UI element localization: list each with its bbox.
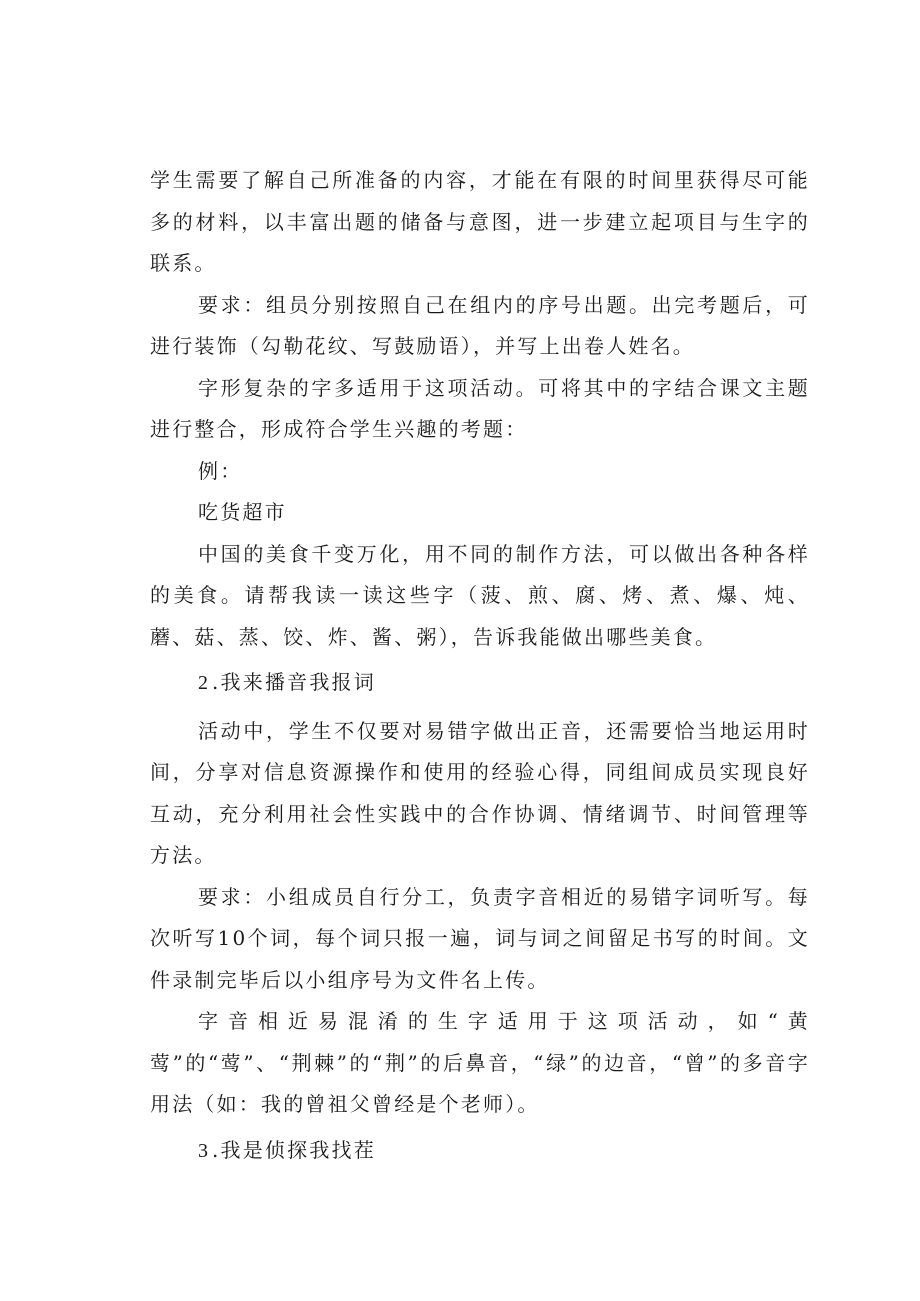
section-heading-3 [150,1130,810,1173]
document-body [150,160,810,1178]
paragraph-example-body: 中国的美食千变万化，用不同的制作方法，可以做出各种各样的美食。请帮我读一读这些字（菠、煎、腐、烤、煮、爆、炖、蘑、菇、蒸、饺、炸、酱、粥），告诉我能做出哪些美食。 [150,541,810,649]
section-number: 2 [198,672,212,694]
paragraph-activity-2: 活动中，学生不仅要对易错字做出正音，还需要恰当地运用时间，分享对信息资源操作和使用的经验心得，同组间成员实现良好互动，充分利用社会性实践中的合作协调、情绪调节、时间管理等方法。 [150,718,810,867]
section-number: 3 [198,1139,212,1162]
paragraph-continuation: 学生需要了解自己所准备的内容，才能在有限的时间里获得尽可能多的材料，以丰富出题的储备与意图，进一步建立起项目与生字的联系。 [150,168,810,275]
section-title: .我来播音我报词 [212,670,376,694]
paragraph-requirement-2: 要求：小组成员自行分工，负责字音相近的易错字词听写。每次听写10个词，每个词只报一遍，词与词之间留足书写的时间。文件录制完毕后以小组序号为文件名上传。 [150,884,810,992]
paragraph-example-label: 例： [198,458,243,483]
section-heading-2 [150,662,810,705]
section-title: .我是侦探我找茬 [212,1137,376,1162]
paragraph-sound-similar: 字音相近易混淆的生字适用于这项活动，如“黄莺”的“莺”、“荆棘”的“荆”的后鼻音，“绿”的边音，“曾”的多音字用法（如：我的曾祖父曾经是个老师）。 [150,1009,810,1116]
paragraph-requirement-1: 要求：组员分别按照自己在组内的序号出题。出完考题后，可进行装饰（勾勒花纹、写鼓励语），并写上出卷人姓名。 [150,292,810,358]
paragraph-example-title: 吃货超市 [198,500,287,524]
paragraph-glyph-complex: 字形复杂的字多适用于这项活动。可将其中的字结合课文主题进行整合，形成符合学生兴趣的考题： [150,375,810,441]
